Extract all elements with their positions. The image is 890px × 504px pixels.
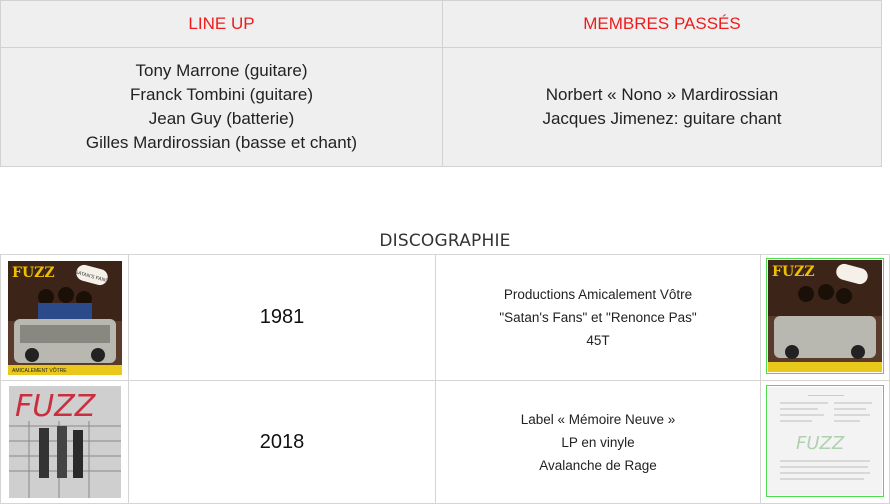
cover-footer: AMICALEMENT VÔTRE: [11, 367, 67, 374]
member-line: Gilles Mardirossian (basse et chant): [85, 133, 358, 152]
album-cover-1981[interactable]: [8, 261, 122, 375]
release-year: 1981: [129, 255, 436, 381]
cover-logo: FUZZ: [14, 389, 95, 424]
release-row: [1, 381, 890, 504]
release-title: Avalanche de Rage: [539, 457, 657, 473]
release-label: Label « Mémoire Neuve »: [520, 411, 676, 427]
member-line: Tony Marrone (guitare): [135, 61, 308, 80]
discography-title: DISCOGRAPHIE: [379, 231, 511, 251]
lineup-header: LINE UP: [1, 1, 443, 48]
svg-text:——————: ——————: [808, 392, 844, 399]
release-label: Productions Amicalement Vôtre: [503, 287, 693, 302]
member-line: Jean Guy (batterie): [148, 109, 295, 128]
release-thumb-cell: [761, 255, 890, 381]
current-members-cell: [1, 48, 443, 167]
thumb-logo: FUZZ: [772, 264, 815, 280]
release-cover-cell: [1, 381, 129, 504]
release-cover-cell: [1, 255, 129, 381]
album-cover-2018[interactable]: [9, 386, 121, 498]
past-members-cell: [443, 48, 882, 167]
release-tracks: "Satan's Fans" et "Renonce Pas": [499, 310, 697, 325]
cover-subtitle: SATAN'S FANS: [73, 269, 109, 284]
release-details: [436, 381, 761, 504]
past-members-header: MEMBRES PASSÉS: [443, 1, 882, 48]
album-thumbnail-2018[interactable]: [766, 385, 884, 497]
member-line: Franck Tombini (guitare): [130, 85, 313, 104]
release-row: [1, 255, 890, 381]
past-member-line: Jacques Jimenez: guitare chant: [542, 109, 782, 128]
release-year: 2018: [129, 381, 436, 504]
album-thumbnail-1981[interactable]: [766, 258, 884, 374]
thumb-logo: FUZZ: [796, 432, 845, 454]
past-member-line: Norbert « Nono » Mardirossian: [545, 85, 779, 104]
discography-table: [0, 254, 890, 504]
lineup-table: [0, 0, 882, 167]
release-format: 45T: [586, 333, 610, 348]
cover-logo: FUZZ: [11, 264, 55, 281]
release-thumb-cell: [761, 381, 890, 504]
release-format: LP en vinyle: [561, 434, 635, 450]
release-details: [436, 255, 761, 381]
